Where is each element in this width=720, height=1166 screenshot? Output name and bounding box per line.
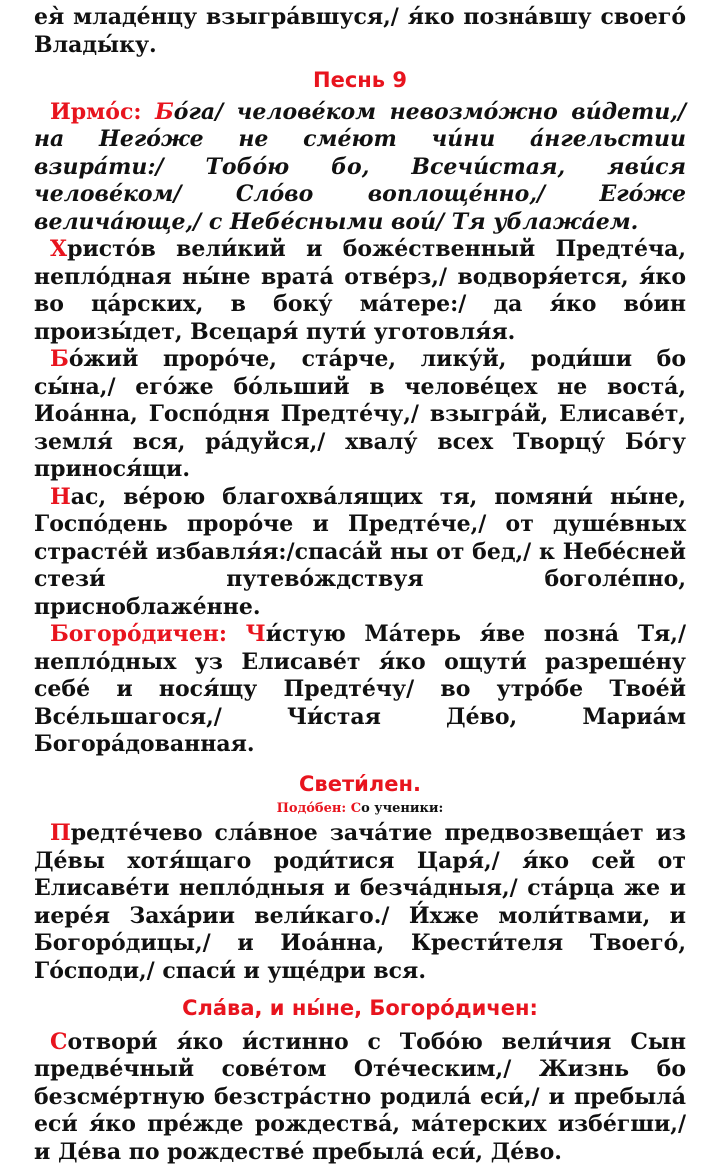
theotokion-initial: Ч <box>246 621 266 647</box>
troparion-2 <box>34 346 686 484</box>
slava-body: отвори́ я́ко и́стинно с Тобо́ю вели́чия Сын предве́чный сове́том Оте́ческим,/ Жизнь бо безсме́ртную безстра́стно родила́ еси́,/ и пребыла́ еси́ я́ко пре́жде рождества́, ма́терских избе́гши,/ и Де́ва по рождестве́ пребыла́ еси́, Де́во. <box>34 1029 686 1165</box>
slava-initial: С <box>50 1029 68 1055</box>
troparion-1 <box>34 236 686 346</box>
theotokion-text: и́стую Ма́терь я́ве позна́ Тя,/ непло́дных уз Елисаве́т я́ко ощути́ разреше́ну себе́ и нося́щу Предте́чу/ во утро́бе Твое́й Все́льшагося,/ Чи́стая Де́во, Мариа́м Богора́дованная. <box>34 621 686 757</box>
troparion-3-initial: Н <box>50 484 71 510</box>
podoben-text: о ученики: <box>361 801 443 816</box>
podoben-initial: С <box>351 801 361 816</box>
svetilen-body: редте́чево сла́вное зача́тие предвозвеща́ет из Де́вы хотя́щаго роди́тися Царя́,/ я́ко сей от Елисаве́ти непло́дныя и безча́дныя,/ ста́рца же и иере́я Заха́рии вели́каго./ И́хже моли́твами, и Богоро́дицы,/ и Иоа́нна, Крести́теля Твоего́, Го́споди,/ спаси́ и уще́дри вся. <box>34 820 686 984</box>
slava-heading: Сла́ва, и ны́не, Богоро́дичен: <box>34 995 686 1023</box>
troparion-2-initial: Б <box>50 346 69 372</box>
irmos-label: Ирмо́с: <box>50 99 155 125</box>
svetilen-heading: Свети́лен. <box>34 771 686 799</box>
troparion-3-text: ас, ве́рою благохва́лящих тя, помяни́ ны́не, Госпо́день проро́че и Предте́че,/ от душе́вных страсте́й избавля́я:/спаса́й ны от бед,/ к Небе́сней стези́ путево́ждствуя боголе́пно, присноблаже́нне. <box>34 484 686 620</box>
irmos-initial: Б <box>155 99 174 125</box>
svetilen-initial: П <box>50 820 71 846</box>
svetilen-text <box>34 820 686 985</box>
troparion-2-text: о́жий проро́че, ста́рче, лику́й, роди́ши бо сы́на,/ его́же бо́льший в челове́цех не воста́, Иоа́нна, Госпо́дня Предте́чу,/ взыгра́й, Елисаве́т, земля́ вся, ра́дуйся,/ хвалу́ всех Творцу́ Бо́гу принося́щи. <box>34 346 686 482</box>
theotokion <box>34 621 686 759</box>
song-9-heading: Песнь 9 <box>34 67 686 95</box>
podoben-line <box>34 800 686 818</box>
troparion-3 <box>34 484 686 622</box>
troparion-1-text: ристо́в вели́кий и боже́ственный Предте́ча, непло́дная ны́не врата́ отве́рз,/ водворя́ется, я́ко во ца́рских, в боку́ ма́тере:/ да я́ко во́ин произы́дет, Всецаря́ пути́ уготовля́я. <box>34 236 686 345</box>
slava-text <box>34 1029 686 1166</box>
irmos-text: о́га/ челове́ком невозмо́жно ви́дети,/ на Него́же не сме́ют чи́ни а́нгельстии взира́ти:/ Тобо́ю бо, Всечи́стая, яви́ся челове́ком/ Сло́во воплоще́нно,/ Его́же велича́юще,/ с Небе́сными вои́/ Тя ублажа́ем. <box>34 99 686 235</box>
theotokion-label: Богоро́дичен: <box>50 621 246 647</box>
troparion-1-initial: Х <box>50 236 67 262</box>
intro-text-content: ея̀ младе́нцу взыгра́вшуся,/ я́ко позна́вшу своего́ Влады́ку. <box>34 4 686 58</box>
irmos <box>34 99 686 237</box>
intro-text <box>34 4 686 59</box>
podoben-label: Подо́бен: <box>277 801 351 816</box>
page <box>34 4 686 1166</box>
